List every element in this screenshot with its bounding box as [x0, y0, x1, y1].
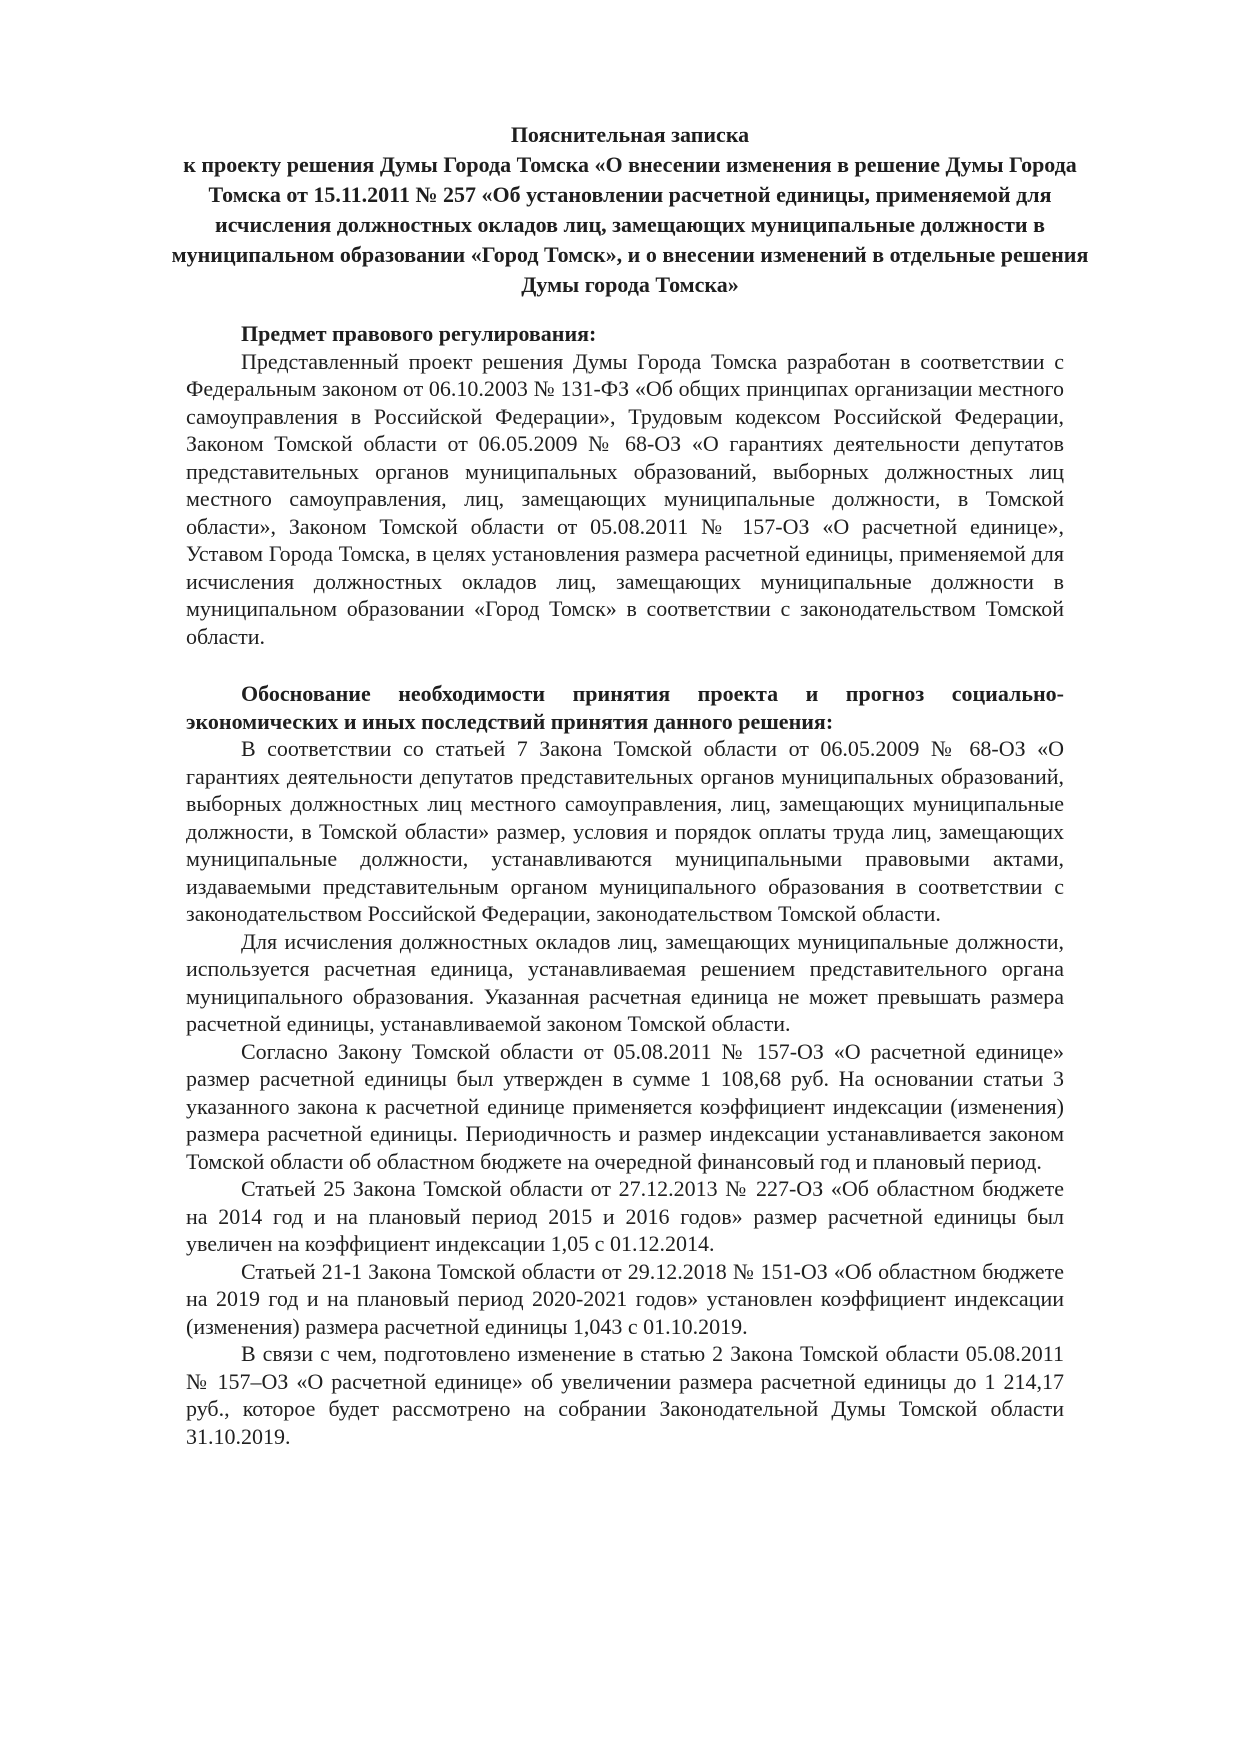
section-2-paragraph-5: Статьей 21-1 Закона Томской области от 29.12.2018 № 151-ОЗ «Об областном бюджете на 2019 год и на плановый период 2020-2021 годов» установлен коэффициент индексации (изменения) размера расчетной единицы 1,043 с 01.10.2019.	[186, 1258, 1064, 1339]
section-2-paragraph-2: Для исчисления должностных окладов лиц, замещающих муниципальные должности, используется расчетная единица, устанавливаемая решением представительного органа муниципального образования. Указанная расчетная единица не может превышать размера расчетной единицы, устанавливаемой законом Томской области.	[186, 928, 1064, 1036]
document-body	[186, 320, 1064, 1450]
section-2-paragraph-3: Согласно Закону Томской области от 05.08.2011 № 157-ОЗ «О расчетной единице» размер расчетной единицы был утвержден в сумме 1 108,68 руб. На основании статьи 3 указанного закона к расчетной единице применяется коэффициент индексации (изменения) размера расчетной единицы. Периодичность и размер индексации устанавливается законом Томской области об областном бюджете на очередной финансовый год и плановый период.	[186, 1038, 1064, 1174]
section-2-paragraph-1: В соответствии со статьей 7 Закона Томской области от 06.05.2009 № 68-ОЗ «О гарантиях деятельности депутатов представительных органов муниципальных образований, выборных должностных лиц местного самоуправления, лиц, замещающих муниципальные должности, в Томской области» размер, условия и порядок оплаты труда лиц, замещающих муниципальные должности, устанавливаются муниципальными правовыми актами, издаваемыми представительным органом муниципального образования в соответствии с законодательством Российской Федерации, законодательством Томской области.	[186, 736, 1064, 926]
title-line-1: Пояснительная записка	[510, 122, 750, 147]
section-2-paragraph-4: Статьей 25 Закона Томской области от 27.12.2013 № 227-ОЗ «Об областном бюджете на 2014 год и на плановый период 2015 и 2016 годов» размер расчетной единицы был увеличен на коэффициент индексации 1,05 с 01.12.2014.	[186, 1176, 1064, 1256]
section-gap	[186, 650, 1064, 680]
section-2-heading: Обоснование необходимости принятия проекта и прогноз социально-экономических и иных последствий принятия данного решения:	[186, 681, 1064, 734]
section-2-paragraph-6: В связи с чем, подготовлено изменение в статью 2 Закона Томской области 05.08.2011 № 157–ОЗ «О расчетной единице» об увеличении размера расчетной единицы до 1 214,17 руб., которое будет рассмотрено на собрании Законодательной Думы Томской области 31.10.2019.	[186, 1341, 1064, 1449]
section-1-heading: Предмет правового регулирования:	[241, 321, 597, 346]
title-line-2: к проекту решения Думы Города Томска «О внесении изменения в решение Думы Города Томска от 15.11.2011 № 257 «Об установлении расчетной единицы, применяемой для исчисления должностных окладов лиц, замещающих муниципальные должности в муниципальном образовании «Город Томск», и о внесении изменений в отдельные решения Думы города Томска»	[171, 152, 1089, 297]
document-title	[150, 120, 1110, 300]
section-1-paragraph-1: Представленный проект решения Думы Города Томска разработан в соответствии с Федеральным законом от 06.10.2003 № 131-ФЗ «Об общих принципах организации местного самоуправления в Российской Федерации», Трудовым кодексом Российской Федерации, Законом Томской области от 06.05.2009 № 68-ОЗ «О гарантиях деятельности депутатов представительных органов муниципальных образований, выборных должностных лиц местного самоуправления, лиц, замещающих муниципальные должности, в Томской области», Законом Томской области от 05.08.2011 № 157-ОЗ «О расчетной единице», Уставом Города Томска, в целях установления размера расчетной единицы, применяемой для исчисления должностных окладов лиц, замещающих муниципальные должности в муниципальном образовании «Город Томск» в соответствии с законодательством Томской области.	[186, 348, 1064, 649]
